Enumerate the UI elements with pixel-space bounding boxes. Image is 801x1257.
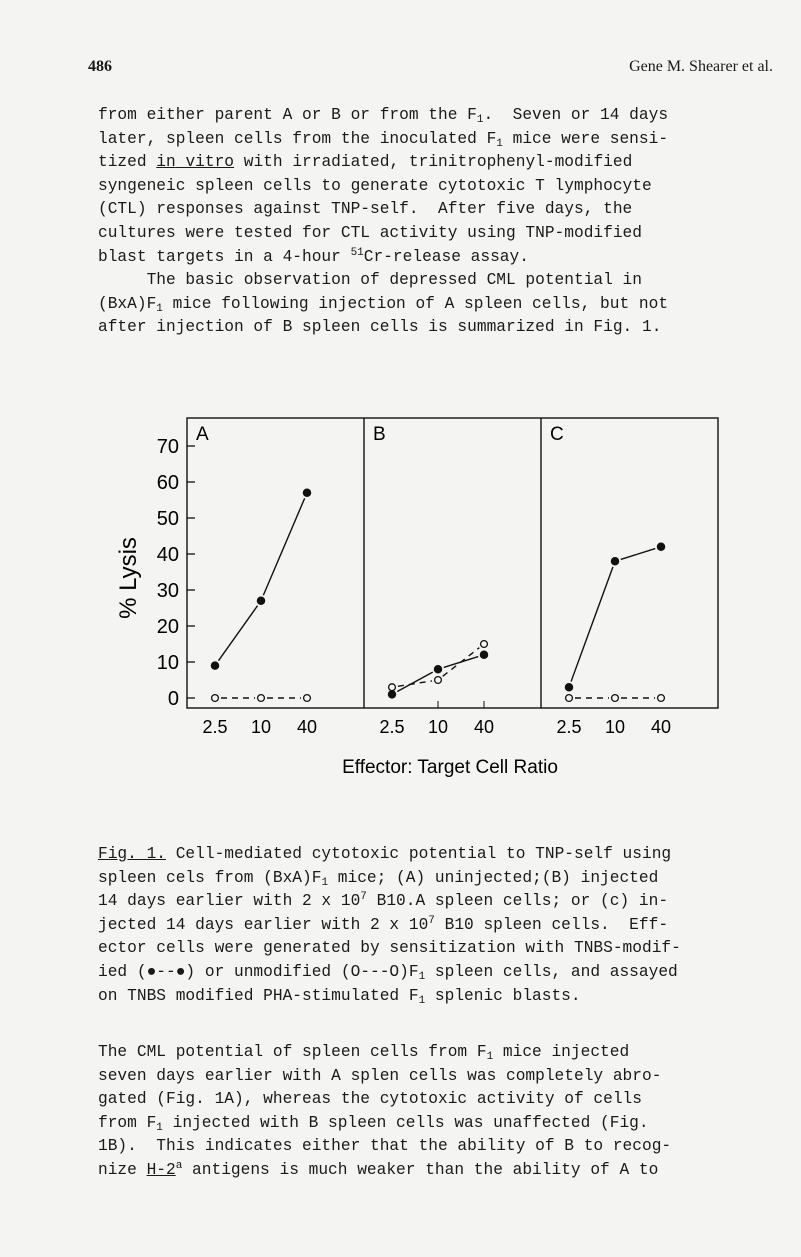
figure-1-chart bbox=[100, 408, 740, 783]
y-tick-label: 40 bbox=[156, 544, 179, 566]
filled-series-segment bbox=[397, 672, 432, 691]
x-tick-label: 2.5 bbox=[202, 717, 228, 737]
y-tick-label: 20 bbox=[156, 616, 179, 638]
panel-label: C bbox=[550, 424, 564, 445]
filled-series-segment bbox=[621, 549, 656, 560]
text-line: Fig. 1. Cell-mediated cytotoxic potential to TNP-self using bbox=[98, 845, 672, 863]
open-circle-point bbox=[435, 677, 442, 684]
text-line: from either parent A or B or from the $F_1$. Seven or 14 days bbox=[98, 106, 669, 126]
text-line: gated (Fig. 1A), whereas the cytotoxic activity of cells bbox=[98, 1090, 642, 1109]
text-line: $(BxA)F_1$ mice following injection of A spleen cells, but not bbox=[98, 294, 669, 315]
filled-circle-point bbox=[565, 684, 572, 691]
text-line: from $F_1$ injected with B spleen cells was unaffected (Fig. bbox=[98, 1113, 649, 1134]
filled-circle-point bbox=[211, 662, 218, 669]
open-circle-point bbox=[481, 641, 488, 648]
x-axis-label: Effector: Target Cell Ratio bbox=[342, 757, 558, 778]
filled-series-segment bbox=[571, 567, 613, 682]
x-tick-label: 10 bbox=[604, 717, 626, 737]
y-tick-label: 10 bbox=[156, 652, 179, 674]
results-paragraph bbox=[98, 1041, 671, 1183]
x-tick-label: 40 bbox=[296, 717, 318, 737]
filled-circle-point bbox=[611, 558, 618, 565]
open-circle-point bbox=[389, 684, 396, 691]
text-line: nize H-2$^a$ antigens is much weaker than the ability of A to bbox=[98, 1159, 659, 1179]
y-tick-label: 30 bbox=[156, 580, 179, 602]
caption-label: Fig. 1. bbox=[98, 845, 166, 863]
text-line: The basic observation of depressed CML potential in bbox=[98, 271, 642, 290]
panel-label: A bbox=[196, 424, 209, 445]
x-tick-label: 40 bbox=[650, 717, 672, 737]
y-tick-label: 50 bbox=[156, 508, 179, 530]
text-line: on TNBS modified PHA-stimulated $F_1$ splenic blasts. bbox=[98, 986, 581, 1007]
y-tick-label: 70 bbox=[156, 436, 179, 458]
running-head: Gene M. Shearer et al. bbox=[629, 58, 773, 75]
open-circle-point bbox=[212, 695, 219, 702]
filled-circle-point bbox=[434, 666, 441, 673]
page-number: 486 bbox=[88, 58, 112, 75]
x-tick-label: 2.5 bbox=[379, 717, 405, 737]
x-tick-label: 10 bbox=[427, 717, 449, 737]
filled-series-segment bbox=[263, 498, 304, 595]
y-tick-label: 0 bbox=[167, 688, 179, 710]
text-line: syngeneic spleen cells to generate cytotoxic T lymphocyte bbox=[98, 176, 652, 195]
text-line: after injection of B spleen cells is summarized in Fig. 1. bbox=[98, 318, 662, 337]
text-line: jected 14 days earlier with 2 x $10^7$ B10 spleen cells. Eff- bbox=[98, 914, 669, 934]
text-line: The CML potential of spleen cells from $F_1$ mice injected bbox=[98, 1043, 630, 1063]
text-line: ector cells were generated by sensitization with TNBS-modif- bbox=[98, 939, 681, 958]
text-line: cultures were tested for CTL activity using TNP-modified bbox=[98, 223, 642, 242]
filled-circle-point bbox=[257, 597, 264, 604]
panel-label: B bbox=[373, 424, 386, 445]
open-circle-point bbox=[304, 695, 311, 702]
filled-circle-point bbox=[303, 489, 310, 496]
open-series-segment bbox=[443, 648, 480, 677]
text-line: ied (●--●) or unmodified $(O---O)F_1$ spleen cells, and assayed bbox=[98, 962, 678, 983]
text-line: tized in vitro with irradiated, trinitrophenyl-modified bbox=[98, 153, 633, 172]
intro-paragraph bbox=[98, 104, 668, 340]
filled-circle-point bbox=[657, 543, 664, 550]
x-tick-label: 2.5 bbox=[556, 717, 582, 737]
text-line: spleen cels from $(BxA)F_1$ mice; (A) uninjected;(B) injected bbox=[98, 868, 659, 889]
y-tick-label: 60 bbox=[156, 472, 179, 494]
open-circle-point bbox=[612, 695, 619, 702]
open-circle-point bbox=[258, 695, 265, 702]
text-line: seven days earlier with A splen cells was completely abro- bbox=[98, 1066, 662, 1085]
figure-caption bbox=[98, 843, 681, 1008]
y-axis-label: % Lysis bbox=[115, 537, 142, 619]
x-tick-label: 40 bbox=[473, 717, 495, 737]
text-line: 1B). This indicates either that the ability of B to recog- bbox=[98, 1137, 672, 1156]
text-line: (CTL) responses against TNP-self. After five days, the bbox=[98, 200, 633, 219]
text-line: later, spleen cells from the inoculated $F_1$ mice were sensi- bbox=[98, 129, 669, 150]
text-line: 14 days earlier with 2 x $10^7$ B10.A spleen cells; or (c) in- bbox=[98, 891, 669, 911]
text-line: blast targets in a 4-hour $^{51}$Cr-release assay. bbox=[98, 246, 529, 266]
filled-circle-point bbox=[388, 691, 395, 698]
x-tick-label: 10 bbox=[250, 717, 272, 737]
filled-circle-point bbox=[480, 651, 487, 658]
open-circle-point bbox=[658, 695, 665, 702]
filled-series-segment bbox=[218, 606, 257, 661]
open-circle-point bbox=[566, 695, 573, 702]
